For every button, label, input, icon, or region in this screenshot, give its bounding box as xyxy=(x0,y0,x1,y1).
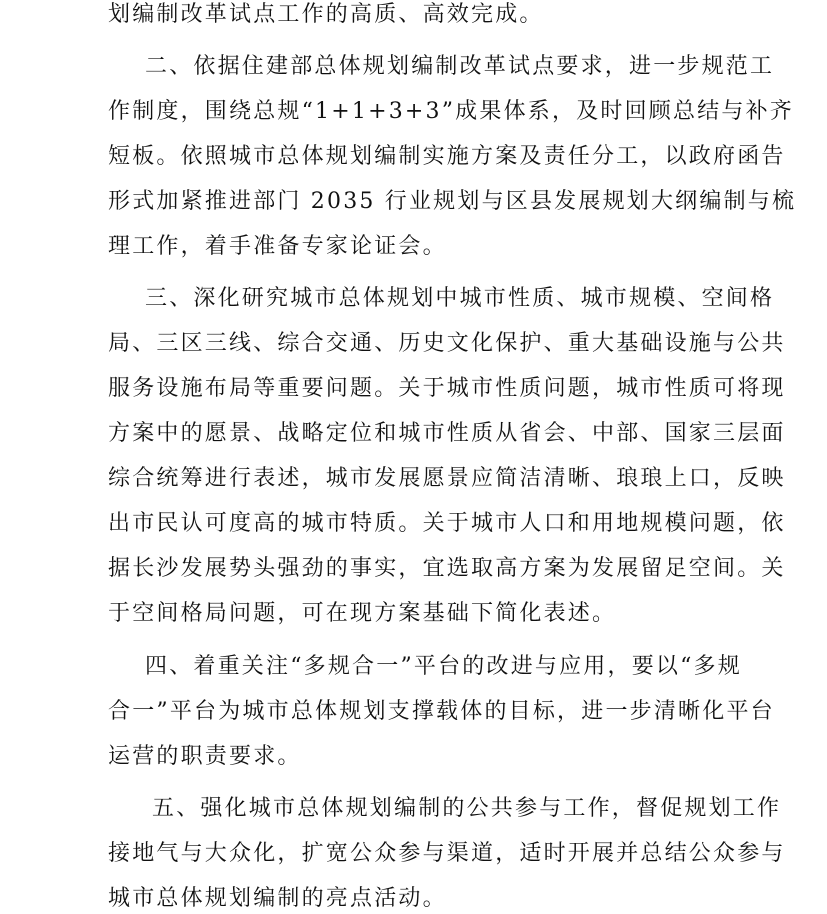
paragraph-line: 划编制改革试点工作的高质、高效完成。 xyxy=(108,2,544,27)
paragraph-line: 接地气与大众化，扩宽公众参与渠道，适时开展并总结公众参与 xyxy=(108,841,786,866)
paragraph-line: 出市民认可度高的城市特质。关于城市人口和用地规模问题，依 xyxy=(108,511,786,536)
paragraph-line: 运营的职责要求。 xyxy=(108,744,302,769)
paragraph-line: 合一”平台为城市总体规划支撑载体的目标，进一步清晰化平台 xyxy=(108,699,775,724)
paragraph-line: 综合统筹进行表述，城市发展愿景应简洁清晰、琅琅上口，反映 xyxy=(108,466,786,491)
paragraph-line: 四、着重关注“多规合一”平台的改进与应用，要以“多规 xyxy=(145,654,742,679)
paragraph-line: 短板。依照城市总体规划编制实施方案及责任分工，以政府函告 xyxy=(108,144,786,169)
paragraph-line: 据长沙发展势头强劲的事实，宜选取高方案为发展留足空间。关 xyxy=(108,556,786,581)
paragraph-line: 理工作，着手准备专家论证会。 xyxy=(108,234,447,259)
paragraph-line: 作制度，围绕总规“1+1+3+3”成果体系，及时回顾总结与补齐 xyxy=(108,99,794,124)
paragraph-line: 二、依据住建部总体规划编制改革试点要求，进一步规范工 xyxy=(145,54,775,79)
paragraph-line: 城市总体规划编制的亮点活动。 xyxy=(108,886,447,911)
paragraph-line: 形式加紧推进部门 2035 行业规划与区县发展规划大纲编制与梳 xyxy=(108,189,797,214)
paragraph-line: 五、强化城市总体规划编制的公共参与工作，督促规划工作 xyxy=(152,796,782,821)
paragraph-line: 方案中的愿景、战略定位和城市性质从省会、中部、国家三层面 xyxy=(108,421,786,446)
paragraph-line: 于空间格局问题，可在现方案基础下简化表述。 xyxy=(108,601,617,626)
paragraph-line: 三、深化研究城市总体规划中城市性质、城市规模、空间格 xyxy=(145,286,775,311)
paragraph-line: 局、三区三线、综合交通、历史文化保护、重大基础设施与公共 xyxy=(108,331,786,356)
paragraph-line: 服务设施布局等重要问题。关于城市性质问题，城市性质可将现 xyxy=(108,376,786,401)
